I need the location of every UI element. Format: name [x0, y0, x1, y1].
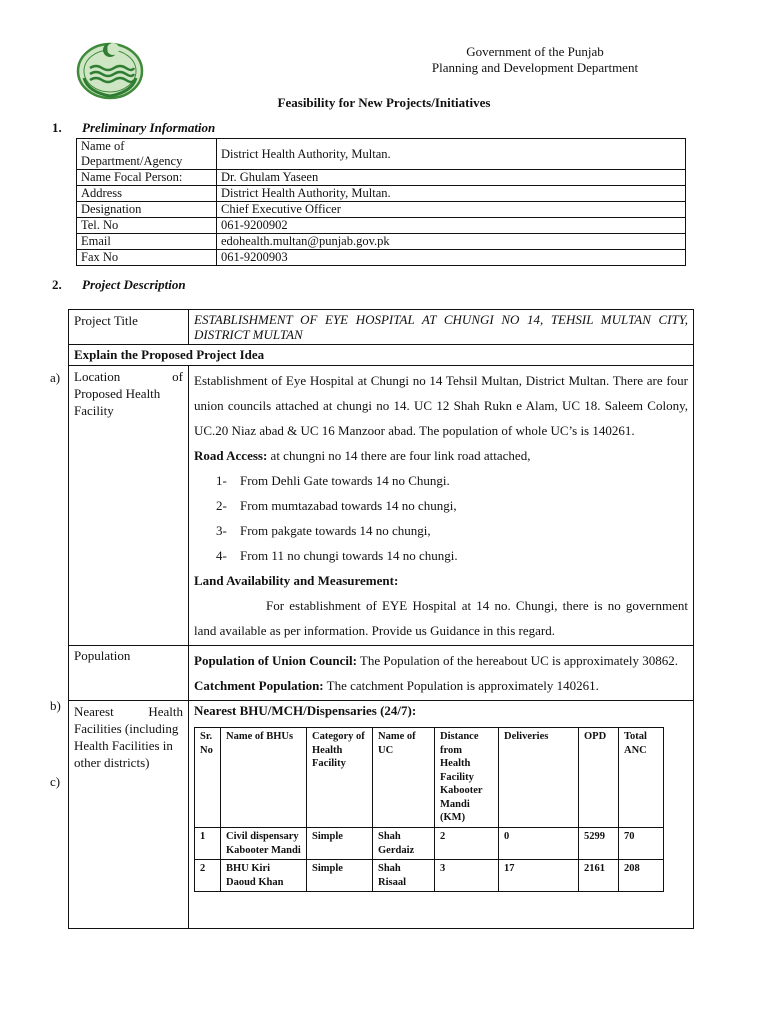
table-row: Fax No 061-9200903	[77, 250, 686, 266]
row-marker-a: a)	[50, 370, 61, 385]
table-row: Email edohealth.multan@punjab.gov.pk	[77, 234, 686, 250]
road-list	[194, 468, 688, 568]
punjab-emblem-icon	[76, 38, 144, 100]
table-row	[69, 366, 694, 646]
population-content: Population of Union Council: The Population of the hereabout UC is approximately 30862. Catchment Population: The catchment Population is approximately 140261.	[189, 646, 694, 701]
explain-heading: Explain the Proposed Project Idea	[69, 345, 694, 366]
gov-line-1: Government of the Punjab	[466, 44, 604, 59]
row-marker-c: c)	[50, 774, 61, 789]
list-item: 4- From 11 no chungi towards 14 no chungi.	[216, 548, 458, 563]
project-title-value: ESTABLISHMENT OF EYE HOSPITAL AT CHUNGI NO 14, TEHSIL MULTAN CITY, DISTRICT MULTAN	[189, 310, 694, 345]
table-row: Address District Health Authority, Multan.	[77, 186, 686, 202]
table-row	[69, 701, 694, 929]
nearest-facilities-label: Nearest Health Facilities (including Health Facilities in other districts)	[69, 701, 189, 929]
nearest-facilities-content: Nearest BHU/MCH/Dispensaries (24/7): Sr. No Name of BHUs Category of Health Facility Name of UC Distance from Health Facility Kabooter Mandi (KM) Deliveries OPD Total ANC 1 Civil dispensary Kabooter Mandi Simple Shah Gerdaiz 2 0 5299 70 2 BHU Kiri Daoud Khan Simple Shah Risaal 3 17 2161 208	[189, 701, 694, 929]
bhu-table	[194, 727, 664, 892]
preliminary-info-table	[76, 138, 686, 266]
table-row: Tel. No 061-9200902	[77, 218, 686, 234]
list-item: 1- From Dehli Gate towards 14 no Chungi.	[216, 473, 450, 488]
list-item: 3- From pakgate towards 14 no chungi,	[216, 523, 431, 538]
table-row	[69, 646, 694, 701]
list-item: 2- From mumtazabad towards 14 no chungi,	[216, 498, 457, 513]
document-title: Feasibility for New Projects/Initiatives	[277, 95, 491, 110]
table-row: 2 BHU Kiri Daoud Khan Simple Shah Risaal 3 17 2161 208	[195, 860, 664, 892]
population-label: Population	[69, 646, 189, 701]
table-row: Name of Department/Agency District Health Authority, Multan.	[77, 139, 686, 170]
location-label: Location of Proposed Health Facility	[69, 366, 189, 646]
table-row: Name Focal Person: Dr. Ghulam Yaseen	[77, 170, 686, 186]
table-row: Sr. No Name of BHUs Category of Health Facility Name of UC Distance from Health Facility Kabooter Mandi (KM) Deliveries OPD Total ANC	[195, 728, 664, 828]
table-row: 1 Civil dispensary Kabooter Mandi Simple Shah Gerdaiz 2 0 5299 70	[195, 828, 664, 860]
location-content: Establishment of Eye Hospital at Chungi no 14 Tehsil Multan, District Multan. There are four union councils attached at chungi no 14. UC 12 Shah Rukn e Alam, UC 18. Saleem Colony, UC.20 Niaz abad & UC 16 Manzoor abad. The population of whole UC’s is 140261. Road Access: at chungni no 14 there are four link road attached, 1- From Dehli Gate towards 14 no Chungi. 2- From mumtazabad towards 14 no chungi, 3- From pakgate towards 14 no chungi, 4- From 11 no chungi towards 14 no chungi. Land Availability and Measurement: For establishment of EYE Hospital at 14 no. Chungi, there is no government land available as per information. Provide us Guidance in this regard.	[189, 366, 694, 646]
section-2-heading: 2. Project Description	[52, 277, 186, 292]
section-1-heading: 1. Preliminary Information	[52, 120, 216, 135]
table-row: Designation Chief Executive Officer	[77, 202, 686, 218]
table-row: Project Title ESTABLISHMENT OF EYE HOSPITAL AT CHUNGI NO 14, TEHSIL MULTAN CITY, DISTRICT MULTAN	[69, 310, 694, 345]
row-marker-b: b)	[50, 698, 61, 713]
table-row	[69, 345, 694, 366]
gov-line-2: Planning and Development Department	[431, 60, 639, 75]
project-description-table	[68, 309, 694, 929]
